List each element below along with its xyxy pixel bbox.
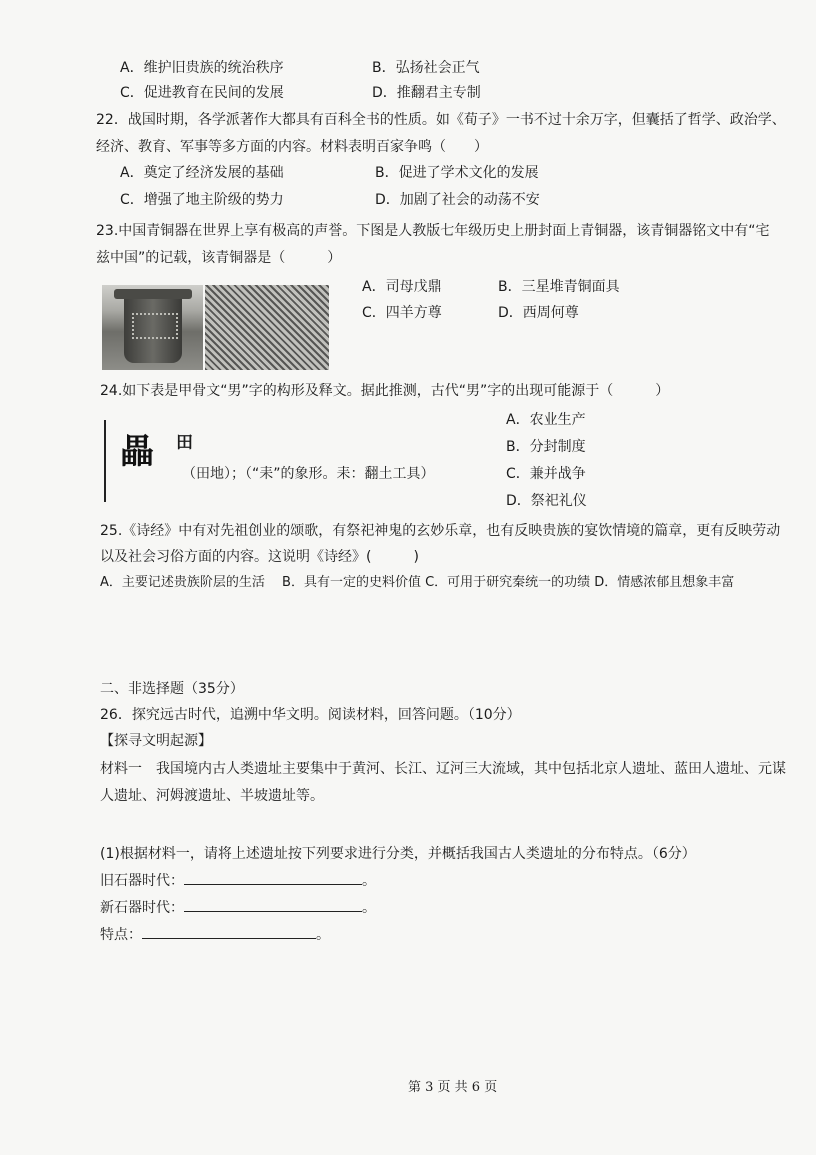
q21-option-c: C．促进教育在民间的发展 [120,85,284,101]
tian-glyph: 田 [176,433,193,453]
paleolithic-period: 。 [362,873,376,889]
q22-option-c: C．增强了地主阶级的势力 [120,192,284,208]
material-line1: 材料一 我国境内古人类遗址主要集中于黄河、长江、辽河三大流域，其中包括北京人遗址、蓝田人遗址、元谋 [100,761,786,777]
q25-options: A．主要记述贵族阶层的生活 B．具有一定的史料价值 C．可用于研究秦统一的功绩 D．情感浓郁且想象丰富 [100,575,735,590]
q24-option-d: D．祭祀礼仪 [506,493,587,509]
paleolithic-label: 旧石器时代： [100,873,184,889]
q23-stem-line1: 23.中国青铜器在世界上享有极高的声誉。下图是人教版七年级历史上册封面上青铜器，该青铜器铭文中有“宅 [96,223,770,239]
q24-stem: 24.如下表是甲骨文“男”字的构形及释文。据此推测，古代“男”字的出现可能源于（ ） [100,383,670,399]
feature-period: 。 [316,927,330,943]
q24-option-a: A．农业生产 [506,412,586,428]
q23-option-a: A．司母戊鼎 [362,279,442,295]
material-line2: 人遗址、河姆渡遗址、半坡遗址等。 [100,788,324,804]
q25-stem-line2: 以及社会习俗方面的内容。这说明《诗经》( ) [100,549,419,565]
bronze-vessel-image [102,285,203,370]
neolithic-label: 新石器时代： [100,900,184,916]
inscription-rubbing-image [205,285,329,370]
feature-answer-blank[interactable] [142,938,316,939]
q21-option-d: D．推翻君主专制 [372,85,481,101]
q22-option-d: D．加剧了社会的动荡不安 [375,192,540,208]
neolithic-answer-blank[interactable] [184,911,362,912]
q26-stem: 26．探究远古时代，追溯中华文明。阅读材料，回答问题。（10分） [100,707,521,723]
q21-option-a: A．维护旧贵族的统治秩序 [120,60,284,76]
q22-stem-line2: 经济、教育、军事等多方面的内容。材料表明百家争鸣（ ） [96,139,488,155]
sub-question-1: (1)根据材料一，请将上述遗址按下列要求进行分类，并概括我国古人类遗址的分布特点。（6分） [100,846,696,862]
q23-option-b: B．三星堆青铜面具 [498,279,620,295]
q23-option-c: C．四羊方尊 [362,305,442,321]
sub-heading: 【探寻文明起源】 [100,733,212,749]
page-number: 第 3 页 共 6 页 [408,1080,498,1095]
q22-option-b: B．促进了学术文化的发展 [375,165,539,181]
q24-option-c: C．兼并战争 [506,466,586,482]
q22-option-a: A．奠定了经济发展的基础 [120,165,284,181]
q21-option-b: B．弘扬社会正气 [372,60,480,76]
q23-option-d: D．西周何尊 [498,305,579,321]
paleolithic-row [100,871,376,891]
feature-row [100,925,330,945]
neolithic-period: 。 [362,900,376,916]
paleolithic-answer-blank[interactable] [184,884,362,885]
oracle-bone-table [104,420,464,502]
neolithic-row [100,898,376,918]
oracle-explanation: （田地）；（“耒”的象形。耒：翻土工具） [182,466,435,482]
q24-option-b: B．分封制度 [506,439,586,455]
q23-stem-line2: 兹中国”的记载，该青铜器是（ ） [96,250,342,266]
q22-stem-line1: 22．战国时期，各学派著作大都具有百科全书的性质。如《荀子》一书不过十余万字，但囊括了哲学、政治学、 [96,112,786,128]
feature-label: 特点： [100,927,142,943]
oracle-bone-glyph: 畾 [120,432,154,472]
q25-stem-line1: 25.《诗经》中有对先祖创业的颂歌，有祭祀神鬼的玄妙乐章，也有反映贵族的宴饮情境的篇章，更有反映劳动 [100,523,781,539]
section-heading: 二、非选择题（35分） [100,681,244,697]
